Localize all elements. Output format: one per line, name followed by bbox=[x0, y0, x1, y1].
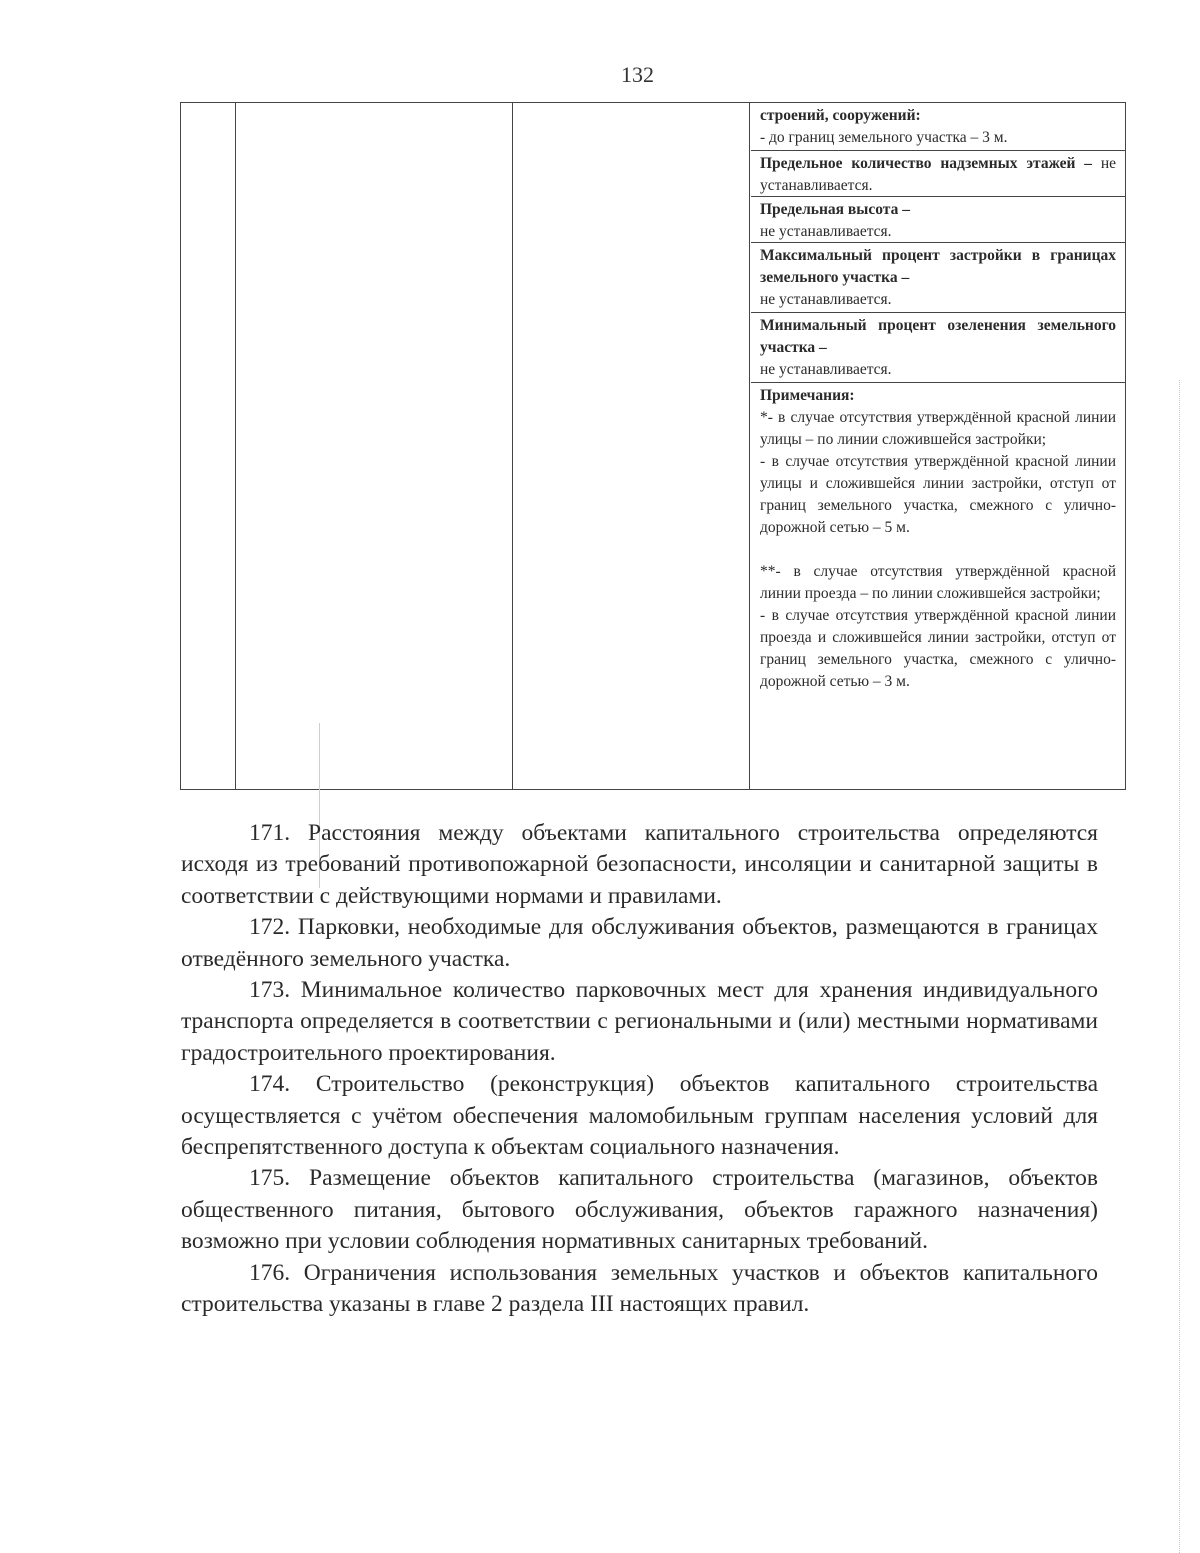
notes-title: Примечания: bbox=[760, 387, 855, 404]
table-cell-setback bbox=[751, 103, 1125, 151]
cell-value: не устанавливается. bbox=[760, 223, 892, 240]
cell-heading: Предельная высота – bbox=[760, 201, 910, 218]
cell-heading: Максимальный процент застройки в границах земельного участка – bbox=[760, 247, 1116, 286]
page-number: 132 bbox=[621, 62, 654, 87]
table-cell-max-coverage bbox=[751, 243, 1125, 313]
table-cell-notes bbox=[751, 383, 1125, 789]
cell-heading: Предельное количество надземных этажей – bbox=[760, 155, 1092, 172]
regulations-table bbox=[180, 102, 1126, 790]
body-text bbox=[181, 818, 1098, 1321]
column-divider bbox=[749, 103, 750, 789]
cell-value: не устанавливается. bbox=[760, 361, 892, 378]
note-line: *- в случае отсутствия утверждённой красной линии улицы – по линии сложившейся застройки; bbox=[760, 409, 1116, 448]
column-divider bbox=[512, 103, 513, 789]
column-divider bbox=[235, 103, 236, 789]
cell-value: - до границ земельного участка – 3 м. bbox=[760, 129, 1008, 146]
paragraph-175: 175. Размещение объектов капитального строительства (магазинов, объектов общественного питания, бытового обслуживания, объектов гаражного назначения) возможно при условии соблюдения нормативных санитарных требований. bbox=[181, 1165, 1098, 1255]
parameters-column bbox=[751, 103, 1125, 789]
paragraph-174: 174. Строительство (реконструкция) объектов капитального строительства осуществляется с учётом обеспечения маломобильным группам населения условий для беспрепятственного доступа к объектам социального назначения. bbox=[181, 1071, 1098, 1161]
table-cell-height bbox=[751, 197, 1125, 243]
paragraph-172: 172. Парковки, необходимые для обслуживания объектов, размещаются в границах отведённого земельного участка. bbox=[181, 914, 1098, 972]
note-line: **- в случае отсутствия утверждённой красной линии проезда – по линии сложившейся застройки; bbox=[760, 563, 1116, 602]
paragraph-173: 173. Минимальное количество парковочных мест для хранения индивидуального транспорта определяется в соответствии с региональными и (или) местными нормативами градостроительного проектирования. bbox=[181, 977, 1098, 1066]
cell-value: не устанавливается. bbox=[760, 291, 892, 308]
paragraph-176: 176. Ограничения использования земельных участков и объектов капитального строительства указаны в главе 2 раздела III настоящих правил. bbox=[181, 1259, 1098, 1318]
table-cell-floors bbox=[751, 151, 1125, 197]
cell-heading: Минимальный процент озеленения земельного участка – bbox=[760, 317, 1116, 356]
table-cell-min-greening bbox=[751, 313, 1125, 383]
cell-heading: строений, сооружений: bbox=[760, 107, 921, 124]
scan-edge-artifact bbox=[1179, 380, 1180, 1553]
note-line: - в случае отсутствия утверждённой красной линии улицы и сложившейся линии застройки, отступ от границ земельного участка, смежного с улично-дорожной сетью – 5 м. bbox=[760, 453, 1116, 536]
cell-value: не устанавливается. bbox=[760, 155, 1116, 194]
paragraph-171: 171. Расстояния между объектами капитального строительства определяются исходя из требований противопожарной безопасности, инсоляции и санитарной защиты в соответствии с действующими нормами и правилами. bbox=[181, 820, 1098, 909]
note-line: - в случае отсутствия утверждённой красной линии проезда и сложившейся линии застройки, отступ от границ земельного участка, смежного с улично-дорожной сетью – 3 м. bbox=[760, 607, 1116, 690]
